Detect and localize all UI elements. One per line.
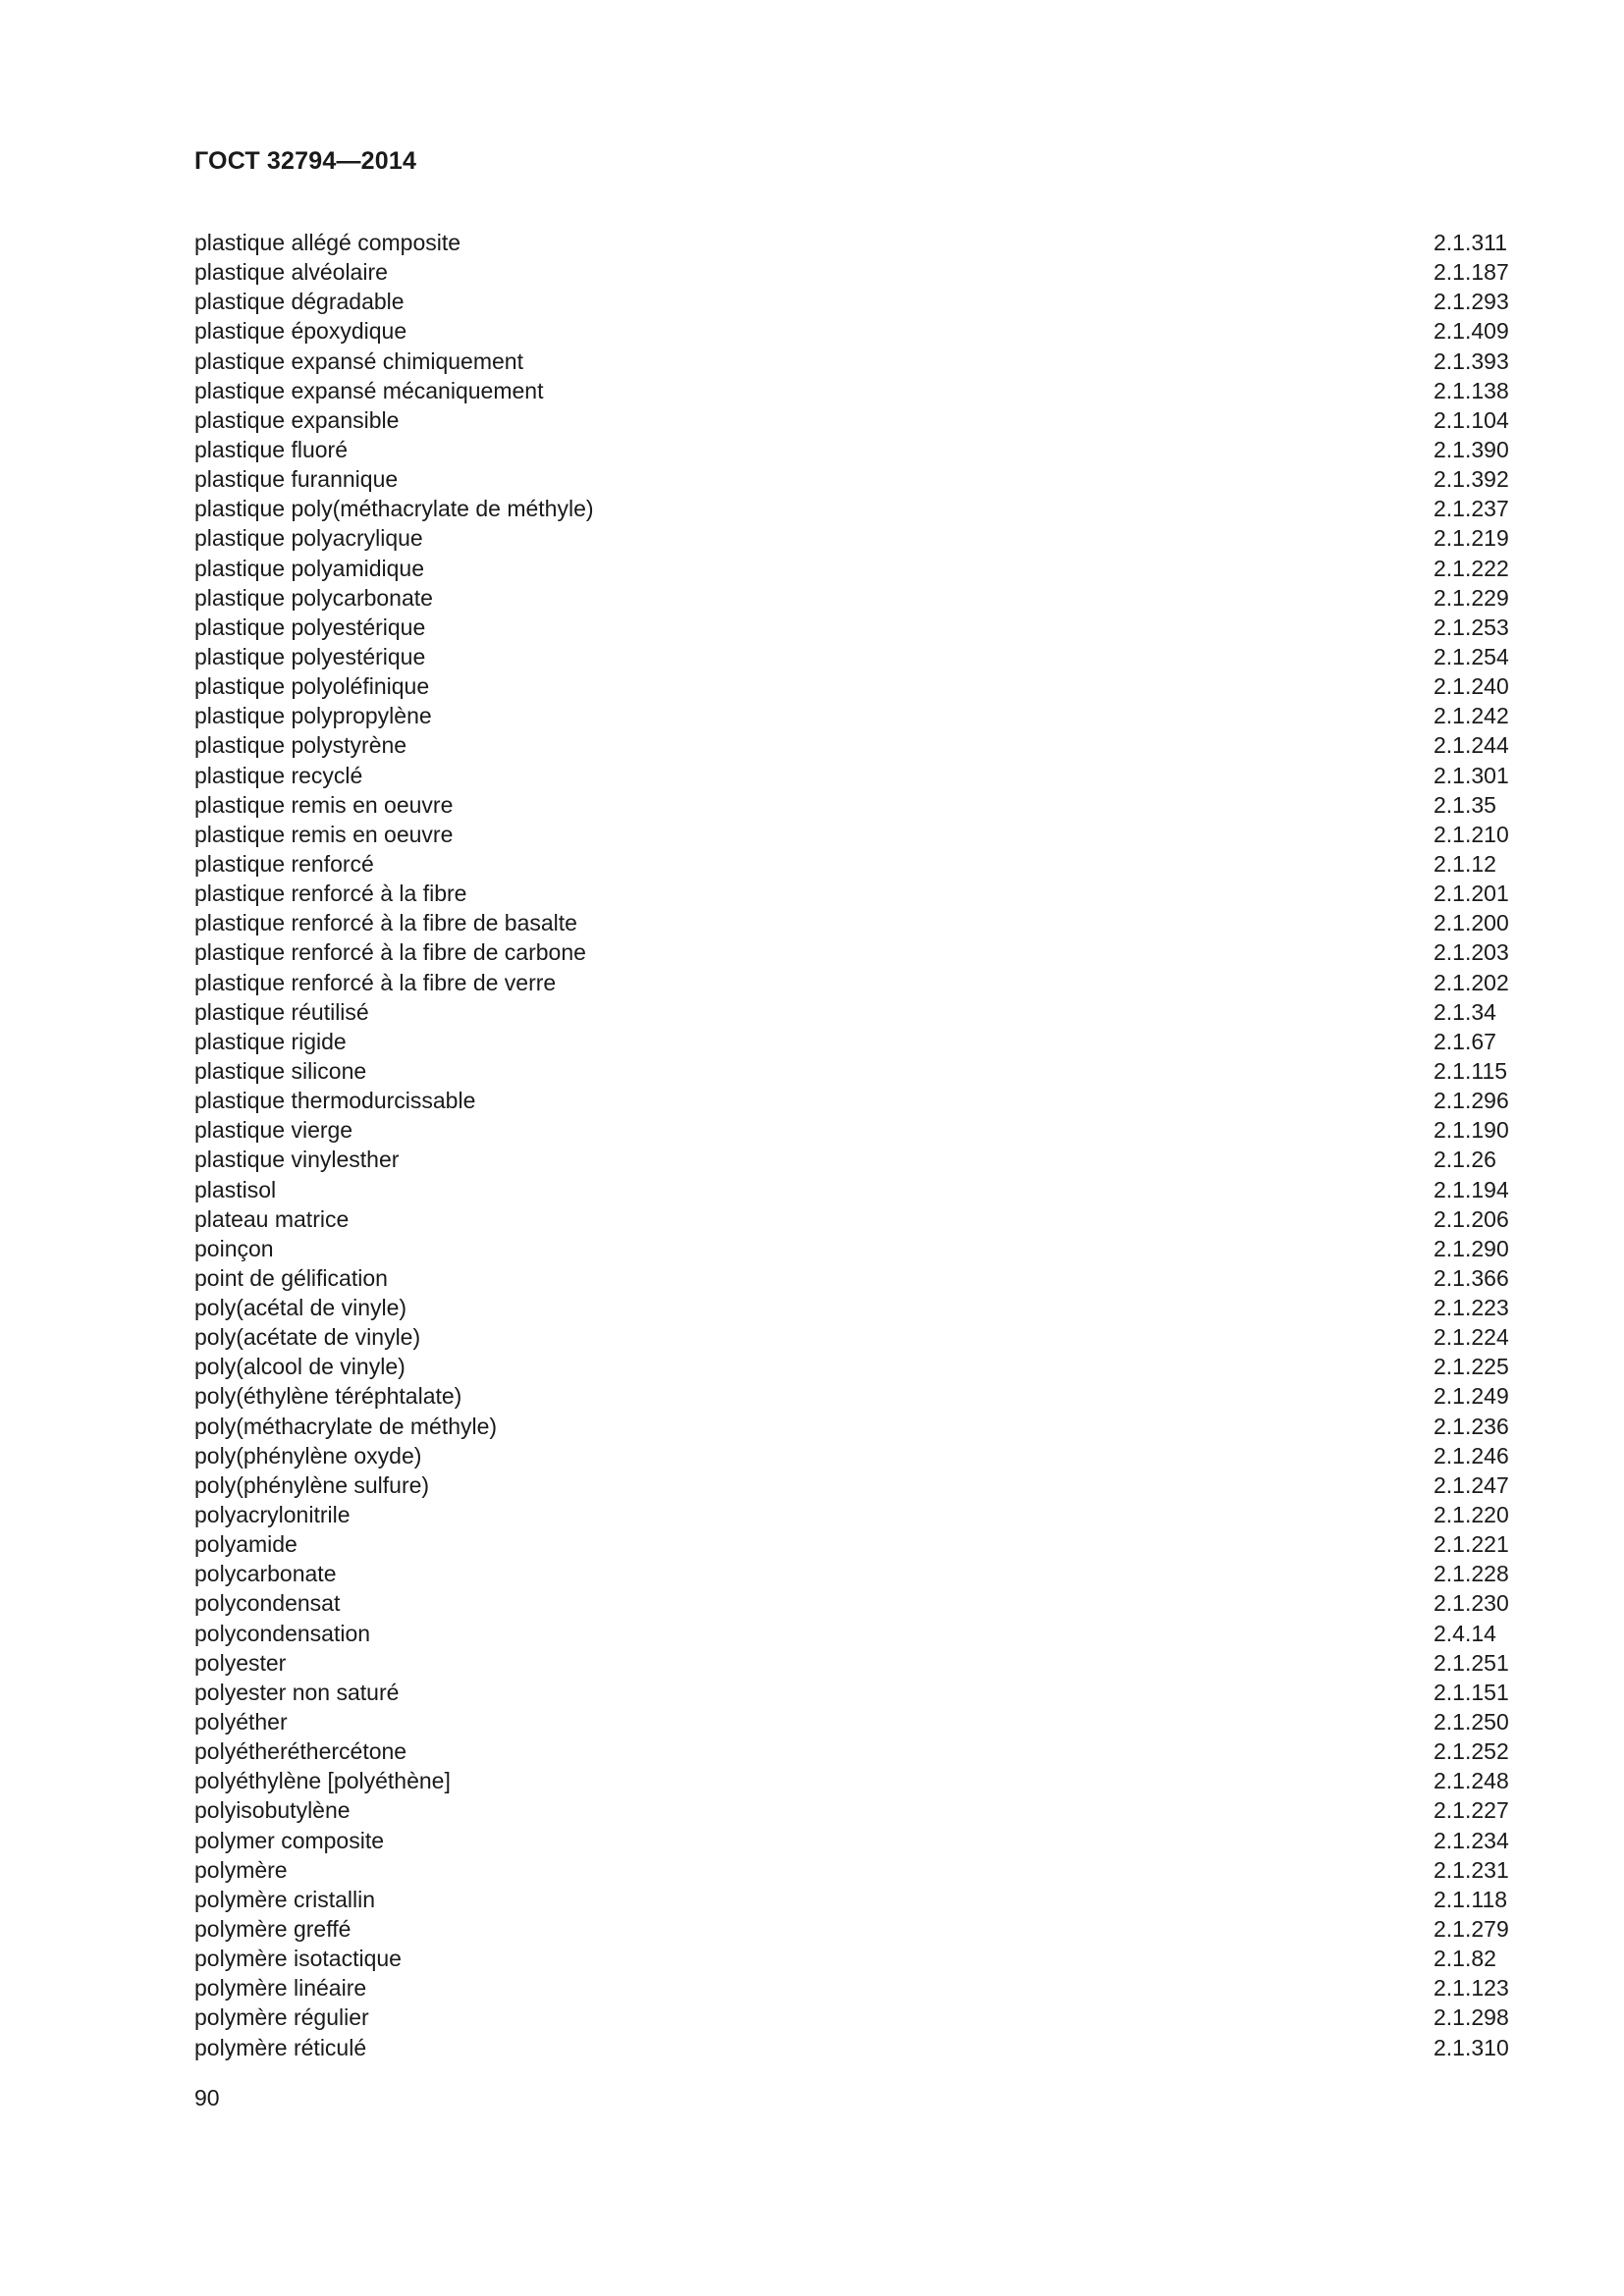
index-row bbox=[194, 1441, 1516, 1470]
index-ref: 2.1.231 bbox=[1434, 1856, 1509, 1883]
index-term: plastique renforcé à la fibre de basalte bbox=[194, 910, 577, 936]
index-row bbox=[194, 347, 1516, 376]
index-ref: 2.1.222 bbox=[1434, 555, 1509, 581]
index-term: plastique expansé chimiquement bbox=[194, 347, 523, 374]
index-ref: 2.1.240 bbox=[1434, 673, 1509, 700]
index-ref: 2.1.252 bbox=[1434, 1738, 1509, 1765]
index-ref: 2.1.34 bbox=[1434, 998, 1496, 1025]
index-term: polyéthylène [polyéthène] bbox=[194, 1768, 451, 1794]
index-ref: 2.1.203 bbox=[1434, 939, 1509, 966]
index-ref: 2.1.187 bbox=[1434, 259, 1509, 286]
index-ref: 2.1.250 bbox=[1434, 1709, 1509, 1735]
index-ref: 2.1.115 bbox=[1434, 1057, 1508, 1084]
index-term: poly(phénylène oxyde) bbox=[194, 1442, 422, 1468]
index-row bbox=[194, 1145, 1516, 1174]
index-term: poly(méthacrylate de méthyle) bbox=[194, 1413, 498, 1439]
index-ref: 2.1.293 bbox=[1434, 289, 1509, 315]
index-row bbox=[194, 1412, 1516, 1441]
index-row bbox=[194, 1263, 1516, 1293]
page-number: 90 bbox=[194, 2085, 220, 2110]
index-row bbox=[194, 1914, 1516, 1944]
index-row bbox=[194, 1588, 1516, 1618]
page-header: ГОСТ 32794—2014 bbox=[194, 147, 417, 175]
index-term: poly(acétate de vinyle) bbox=[194, 1324, 421, 1351]
index-row bbox=[194, 228, 1516, 257]
index-row bbox=[194, 1707, 1516, 1736]
index-row bbox=[194, 2033, 1516, 2062]
index-row bbox=[194, 1766, 1516, 1795]
index-term: plastique poly(méthacrylate de méthyle) bbox=[194, 496, 594, 522]
index-ref: 2.1.290 bbox=[1434, 1235, 1509, 1261]
index-row bbox=[194, 1648, 1516, 1678]
index-term: plastique furannique bbox=[194, 466, 399, 493]
index-ref: 2.1.249 bbox=[1434, 1383, 1509, 1410]
index-ref: 2.1.247 bbox=[1434, 1471, 1509, 1498]
index-term: plastique polystyrène bbox=[194, 732, 407, 759]
index-row bbox=[194, 1470, 1516, 1500]
index-term: poinçon bbox=[194, 1235, 274, 1261]
index-term: poly(alcool de vinyle) bbox=[194, 1354, 406, 1380]
index-row bbox=[194, 376, 1516, 405]
index-row bbox=[194, 1115, 1516, 1145]
index-ref: 2.1.229 bbox=[1434, 584, 1509, 611]
index-ref: 2.1.366 bbox=[1434, 1264, 1509, 1291]
index-ref: 2.1.138 bbox=[1434, 377, 1509, 403]
index-row bbox=[194, 1500, 1516, 1529]
index-ref: 2.1.123 bbox=[1434, 1975, 1509, 2002]
index-ref: 2.1.206 bbox=[1434, 1205, 1509, 1232]
index-ref: 2.1.224 bbox=[1434, 1324, 1509, 1351]
index-ref: 2.1.236 bbox=[1434, 1413, 1509, 1439]
index-term: plastique renforcé à la fibre de carbone bbox=[194, 939, 586, 966]
index-row bbox=[194, 613, 1516, 642]
index-ref: 2.1.244 bbox=[1434, 732, 1509, 759]
index-ref: 2.1.228 bbox=[1434, 1561, 1509, 1587]
index-row bbox=[194, 1352, 1516, 1381]
index-row bbox=[194, 257, 1516, 287]
index-ref: 2.1.393 bbox=[1434, 347, 1509, 374]
index-term: plastique dégradable bbox=[194, 289, 405, 315]
index-row bbox=[194, 1855, 1516, 1885]
index-ref: 2.1.202 bbox=[1434, 969, 1509, 995]
index-row bbox=[194, 790, 1516, 820]
index-term: polymer composite bbox=[194, 1827, 385, 1853]
index-row bbox=[194, 701, 1516, 730]
index-term: plastique polyoléfinique bbox=[194, 673, 430, 700]
index-ref: 2.1.298 bbox=[1434, 2004, 1509, 2031]
index-term: plastique vinylesther bbox=[194, 1147, 400, 1173]
index-term: polymère régulier bbox=[194, 2004, 369, 2031]
index-ref: 2.1.210 bbox=[1434, 821, 1509, 847]
index-row bbox=[194, 405, 1516, 435]
index-ref: 2.1.194 bbox=[1434, 1176, 1509, 1202]
index-ref: 2.1.234 bbox=[1434, 1827, 1509, 1853]
index-term: polyisobutylène bbox=[194, 1797, 351, 1824]
index-term: plastique polyestérique bbox=[194, 614, 426, 640]
index-row bbox=[194, 1973, 1516, 2002]
index-ref: 2.1.227 bbox=[1434, 1797, 1509, 1824]
index-ref: 2.1.35 bbox=[1434, 791, 1496, 818]
index-term: polycondensation bbox=[194, 1620, 371, 1646]
index-ref: 2.1.254 bbox=[1434, 643, 1509, 669]
index-ref: 2.1.279 bbox=[1434, 1916, 1509, 1943]
index-ref: 2.4.14 bbox=[1434, 1620, 1496, 1646]
index-term: plastique renforcé bbox=[194, 850, 374, 877]
index-ref: 2.1.26 bbox=[1434, 1147, 1496, 1173]
index-row bbox=[194, 968, 1516, 997]
index-row bbox=[194, 879, 1516, 908]
index-term: polyétheréthercétone bbox=[194, 1738, 407, 1765]
index-term: plastique polyestérique bbox=[194, 643, 426, 669]
index-term: poly(phénylène sulfure) bbox=[194, 1471, 430, 1498]
index-ref: 2.1.219 bbox=[1434, 525, 1509, 552]
index-term: plastique remis en oeuvre bbox=[194, 791, 454, 818]
index-term: plastique polypropylène bbox=[194, 703, 432, 729]
index-ref: 2.1.248 bbox=[1434, 1768, 1509, 1794]
index-term: plastique alvéolaire bbox=[194, 259, 388, 286]
index-ref: 2.1.151 bbox=[1434, 1679, 1509, 1705]
index-term: polymère isotactique bbox=[194, 1946, 402, 1972]
index-row bbox=[194, 1322, 1516, 1352]
index-row bbox=[194, 849, 1516, 879]
index-ref: 2.1.190 bbox=[1434, 1117, 1509, 1144]
index-ref: 2.1.230 bbox=[1434, 1590, 1509, 1617]
index-term: polymère cristallin bbox=[194, 1886, 376, 1912]
index-row bbox=[194, 1619, 1516, 1648]
index-term: poly(éthylène téréphtalate) bbox=[194, 1383, 462, 1410]
index-term: polymère linéaire bbox=[194, 1975, 367, 2002]
index-ref: 2.1.296 bbox=[1434, 1088, 1509, 1114]
index-ref: 2.1.242 bbox=[1434, 703, 1509, 729]
index-row bbox=[194, 1234, 1516, 1263]
index-term: plastisol bbox=[194, 1176, 277, 1202]
index-row bbox=[194, 671, 1516, 701]
index-list bbox=[194, 228, 1516, 2062]
index-row bbox=[194, 554, 1516, 583]
index-ref: 2.1.67 bbox=[1434, 1028, 1496, 1054]
index-term: plastique renforcé à la fibre bbox=[194, 881, 467, 907]
index-row bbox=[194, 761, 1516, 790]
index-ref: 2.1.301 bbox=[1434, 762, 1509, 788]
index-term: polycarbonate bbox=[194, 1561, 337, 1587]
index-row bbox=[194, 1175, 1516, 1204]
index-ref: 2.1.409 bbox=[1434, 318, 1509, 345]
index-row bbox=[194, 820, 1516, 849]
index-row bbox=[194, 1795, 1516, 1825]
index-row bbox=[194, 1678, 1516, 1707]
index-term: plastique silicone bbox=[194, 1057, 367, 1084]
index-ref: 2.1.201 bbox=[1434, 881, 1509, 907]
index-term: polymère greffé bbox=[194, 1916, 352, 1943]
index-term: plastique polyamidique bbox=[194, 555, 424, 581]
index-ref: 2.1.82 bbox=[1434, 1946, 1496, 1972]
index-term: polyéther bbox=[194, 1709, 288, 1735]
index-ref: 2.1.104 bbox=[1434, 406, 1509, 433]
index-term: polymère bbox=[194, 1856, 288, 1883]
index-row bbox=[194, 1381, 1516, 1411]
index-row bbox=[194, 1559, 1516, 1588]
index-row bbox=[194, 908, 1516, 937]
index-term: polyester bbox=[194, 1649, 287, 1676]
index-row bbox=[194, 730, 1516, 760]
index-term: poly(acétal de vinyle) bbox=[194, 1295, 407, 1321]
index-ref: 2.1.221 bbox=[1434, 1531, 1509, 1558]
index-term: plastique fluoré bbox=[194, 436, 348, 462]
index-row bbox=[194, 287, 1516, 316]
index-ref: 2.1.310 bbox=[1434, 2034, 1509, 2060]
index-row bbox=[194, 997, 1516, 1027]
index-term: plastique polyacrylique bbox=[194, 525, 423, 552]
index-row bbox=[194, 435, 1516, 464]
index-term: plastique réutilisé bbox=[194, 998, 369, 1025]
index-row bbox=[194, 464, 1516, 494]
index-row bbox=[194, 316, 1516, 346]
index-term: plateau matrice bbox=[194, 1205, 350, 1232]
index-row bbox=[194, 1529, 1516, 1559]
index-ref: 2.1.223 bbox=[1434, 1295, 1509, 1321]
index-row bbox=[194, 1204, 1516, 1234]
index-term: plastique polycarbonate bbox=[194, 584, 433, 611]
index-row bbox=[194, 1736, 1516, 1766]
index-ref: 2.1.390 bbox=[1434, 436, 1509, 462]
index-term: plastique vierge bbox=[194, 1117, 353, 1144]
index-ref: 2.1.118 bbox=[1434, 1886, 1508, 1912]
index-term: point de gélification bbox=[194, 1264, 388, 1291]
index-row bbox=[194, 2002, 1516, 2032]
index-ref: 2.1.246 bbox=[1434, 1442, 1509, 1468]
index-row bbox=[194, 583, 1516, 613]
index-row bbox=[194, 1086, 1516, 1115]
index-term: polymère réticulé bbox=[194, 2034, 367, 2060]
index-ref: 2.1.12 bbox=[1434, 850, 1496, 877]
index-row bbox=[194, 1056, 1516, 1086]
index-term: plastique renforcé à la fibre de verre bbox=[194, 969, 557, 995]
index-row bbox=[194, 1027, 1516, 1056]
index-row bbox=[194, 937, 1516, 967]
index-term: plastique époxydique bbox=[194, 318, 407, 345]
index-term: polyacrylonitrile bbox=[194, 1502, 351, 1528]
index-ref: 2.1.200 bbox=[1434, 910, 1509, 936]
index-term: plastique expansible bbox=[194, 406, 400, 433]
index-ref: 2.1.237 bbox=[1434, 496, 1509, 522]
index-term: polyester non saturé bbox=[194, 1679, 400, 1705]
index-ref: 2.1.311 bbox=[1434, 230, 1508, 255]
index-term: plastique rigide bbox=[194, 1028, 347, 1054]
index-row bbox=[194, 1944, 1516, 1973]
index-ref: 2.1.251 bbox=[1434, 1649, 1509, 1676]
index-term: plastique remis en oeuvre bbox=[194, 821, 454, 847]
index-term: plastique recyclé bbox=[194, 762, 363, 788]
index-row bbox=[194, 642, 1516, 671]
index-row bbox=[194, 523, 1516, 553]
index-ref: 2.1.392 bbox=[1434, 466, 1509, 493]
index-ref: 2.1.220 bbox=[1434, 1502, 1509, 1528]
index-row bbox=[194, 494, 1516, 523]
index-row bbox=[194, 1293, 1516, 1322]
index-term: polyamide bbox=[194, 1531, 298, 1558]
index-row bbox=[194, 1885, 1516, 1914]
index-row bbox=[194, 1826, 1516, 1855]
index-ref: 2.1.253 bbox=[1434, 614, 1509, 640]
index-term: polycondensat bbox=[194, 1590, 341, 1617]
index-term: plastique allégé composite bbox=[194, 230, 461, 255]
index-term: plastique thermodurcissable bbox=[194, 1088, 476, 1114]
index-term: plastique expansé mécaniquement bbox=[194, 377, 544, 403]
index-ref: 2.1.225 bbox=[1434, 1354, 1509, 1380]
